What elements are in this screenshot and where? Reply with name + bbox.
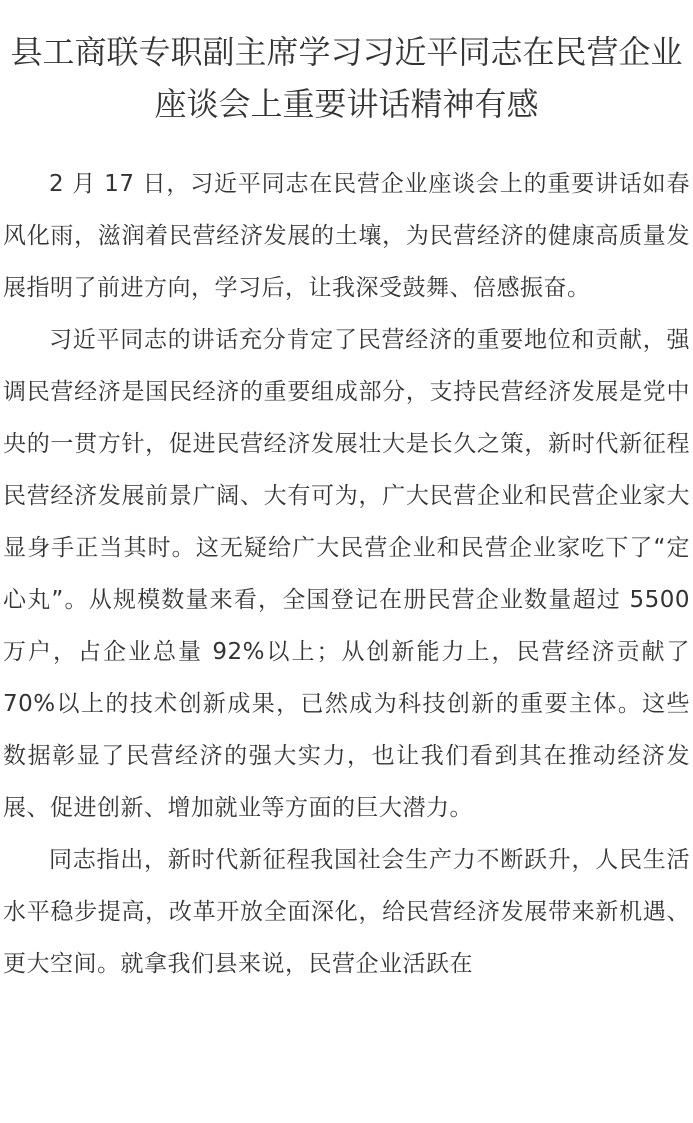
article-paragraph: 习近平同志的讲话充分肯定了民营经济的重要地位和贡献，强调民营经济是国民经济的重要组成部分，支持民营经济发展是党中央的一贯方针，促进民营经济发展壮大是长久之策，新时代新征程民营经济发展前景广阔、大有可为，广大民营企业和民营企业家大显身手正当其时。这无疑给广大民营企业和民营企业家吃下了“定心丸”。从规模数量来看，全国登记在册民营企业数量超过 5500 万户，占企业总量 92%以上；从创新能力上，民营经济贡献了 70%以上的技术创新成果，已然成为科技创新的重要主体。这些数据彰显了民营经济的强大实力，也让我们看到其在推动经济发展、促进创新、增加就业等方面的巨大潜力。 — [3, 327, 690, 821]
article-title: 县工商联专职副主席学习习近平同志在民营企业座谈会上重要讲话精神有感 — [10, 33, 683, 123]
article — [0, 26, 693, 990]
article-body — [3, 158, 690, 990]
article-paragraph: 同志指出，新时代新征程我国社会生产力不断跃升，人民生活水平稳步提高，改革开放全面深化，给民营经济发展带来新机遇、更大空间。就拿我们县来说，民营企业活跃在 — [3, 847, 690, 977]
article-paragraph: 2 月 17 日，习近平同志在民营企业座谈会上的重要讲话如春风化雨，滋润着民营经济发展的土壤，为民营经济的健康高质量发展指明了前进方向，学习后，让我深受鼓舞、倍感振奋。 — [3, 171, 690, 301]
